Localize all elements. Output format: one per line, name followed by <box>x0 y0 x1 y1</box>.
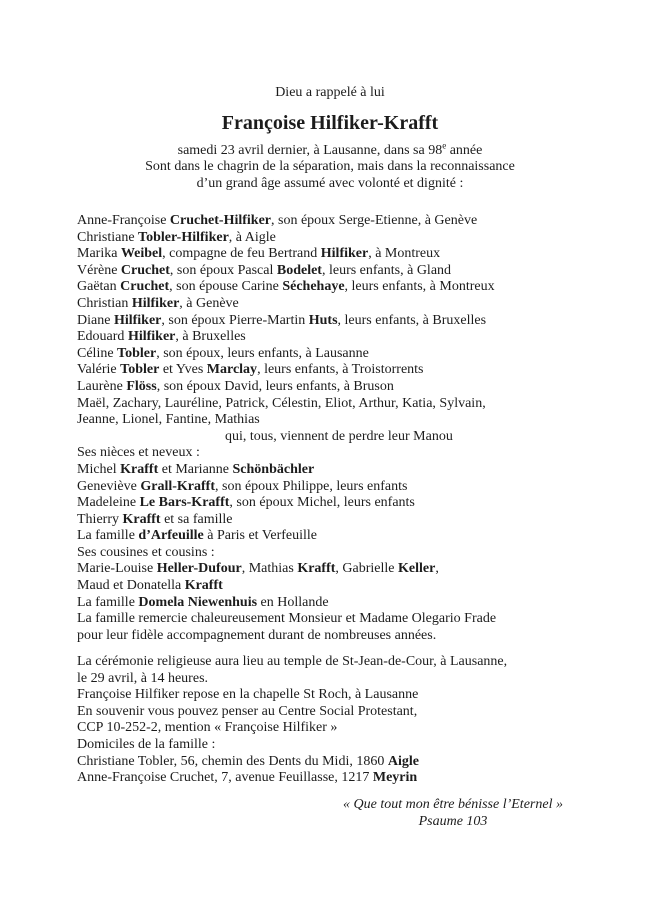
notice-line: Marie-Louise Heller-Dufour, Mathias Krafft, Gabrielle Keller, <box>77 561 439 577</box>
notice-line: CCP 10-252-2, mention « Françoise Hilfiker » <box>77 720 338 736</box>
notice-line: En souvenir vous pouvez penser au Centre Social Protestant, <box>77 703 418 719</box>
notice-line: Jeanne, Lionel, Fantine, Mathias <box>77 412 260 428</box>
notice-line: Thierry Krafft et sa famille <box>77 511 233 527</box>
notice-line: Ses cousines et cousins : <box>77 544 215 560</box>
ceremony-info <box>77 654 637 787</box>
notice-line: Vérène Cruchet, son époux Pascal Bodelet, leurs enfants, à Gland <box>77 262 452 278</box>
notice-line: Anne-Françoise Cruchet, 7, avenue Feuillasse, 1217 Meyrin <box>77 770 418 786</box>
notice-line: La famille d’Arfeuille à Paris et Verfeuille <box>77 528 318 544</box>
quote-source: Psaume 103 <box>418 814 488 829</box>
notice-line: Laurène Flöss, son époux David, leurs enfants, à Bruson <box>77 378 394 394</box>
notice-line: Maud et Donatella Krafft <box>77 578 223 594</box>
date-line: samedi 23 avril dernier, à Lausanne, dans sa 98e année <box>177 139 483 158</box>
notice-line: Gaëtan Cruchet, son épouse Carine Séchehaye, leurs enfants, à Montreux <box>77 279 495 295</box>
notice-line: Edouard Hilfiker, à Bruxelles <box>77 329 246 345</box>
notice-line: Christiane Tobler, 56, chemin des Dents du Midi, 1860 Aigle <box>77 753 419 769</box>
memorial-quote: « Que tout mon être bénisse l’Eternel » <box>343 797 563 812</box>
notice-line: La cérémonie religieuse aura lieu au temple de St-Jean-de-Cour, à Lausanne, <box>77 654 508 669</box>
notice-line: qui, tous, viennent de perdre leur Manou <box>225 428 453 444</box>
notice-line: Christian Hilfiker, à Genève <box>77 295 239 311</box>
notice-line: Maël, Zachary, Lauréline, Patrick, Célestin, Eliot, Arthur, Katia, Sylvain, <box>77 395 486 411</box>
notice-line: La famille remercie chaleureusement Monsieur et Madame Olegario Frade <box>77 611 497 627</box>
family-list <box>77 213 637 644</box>
notice-line: Céline Tobler, son époux, leurs enfants, à Lausanne <box>77 345 369 361</box>
notice-line: le 29 avril, à 14 heures. <box>77 670 209 686</box>
notice-line: Christiane Tobler-Hilfiker, à Aigle <box>77 229 276 245</box>
notice-line: pour leur fidèle accompagnement durant de nombreuses années. <box>77 627 437 643</box>
deceased-name: Françoise Hilfiker-Krafft <box>221 111 439 134</box>
notice-line: Françoise Hilfiker repose en la chapelle St Roch, à Lausanne <box>77 687 419 703</box>
notice-line: La famille Domela Niewenhuis en Hollande <box>77 594 329 610</box>
notice-line: Michel Krafft et Marianne Schönbächler <box>77 461 315 477</box>
notice-line: Diane Hilfiker, son époux Pierre-Martin Huts, leurs enfants, à Bruxelles <box>77 312 487 328</box>
intro-line: Dieu a rappelé à lui <box>275 85 385 100</box>
notice-line: Geneviève Grall-Krafft, son époux Philippe, leurs enfants <box>77 478 408 494</box>
notice-line: Madeleine Le Bars-Krafft, son époux Michel, leurs enfants <box>77 495 415 511</box>
notice-line: Ses nièces et neveux : <box>77 445 200 461</box>
memorial-quote-block <box>335 796 571 830</box>
grief-line-1: Sont dans le chagrin de la séparation, mais dans la reconnaissance <box>145 159 515 175</box>
notice-header <box>0 85 660 192</box>
notice-line: Valérie Tobler et Yves Marclay, leurs enfants, à Troistorrents <box>77 362 424 378</box>
notice-line: Anne-Françoise Cruchet-Hilfiker, son époux Serge-Etienne, à Genève <box>77 213 478 228</box>
notice-line: Domiciles de la famille : <box>77 736 216 752</box>
grief-line-2: d’un grand âge assumé avec volonté et dignité : <box>196 175 464 191</box>
notice-line: Marika Weibel, compagne de feu Bertrand Hilfiker, à Montreux <box>77 246 441 262</box>
